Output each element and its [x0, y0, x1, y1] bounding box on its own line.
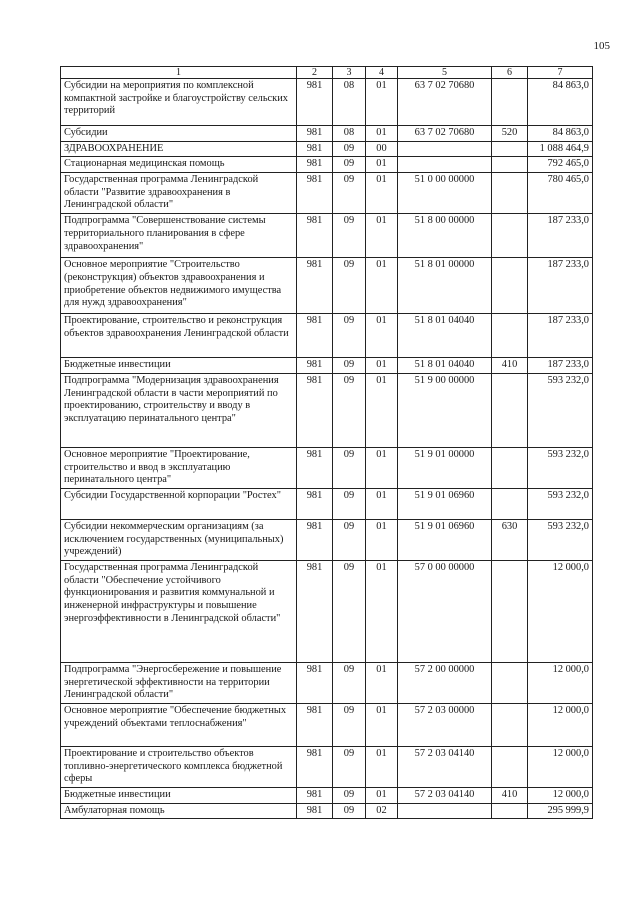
table-row: [61, 314, 593, 358]
row-target-article-cell: 63 7 02 70680: [398, 126, 492, 142]
row-grbs-cell: 981: [297, 79, 333, 126]
column-header: 6: [492, 67, 528, 79]
row-amount-cell: 84 863,0: [528, 79, 593, 126]
row-grbs-cell: 981: [297, 488, 333, 519]
row-subsection-cell: 01: [366, 704, 398, 747]
column-header: 4: [366, 67, 398, 79]
row-grbs-cell: 981: [297, 662, 333, 703]
row-expense-type-cell: [492, 157, 528, 173]
row-grbs-cell: 981: [297, 157, 333, 173]
row-name-cell: Субсидии: [61, 126, 297, 142]
row-section-cell: 09: [333, 447, 366, 488]
row-expense-type-cell: [492, 488, 528, 519]
row-name-cell: Бюджетные инвестиции: [61, 788, 297, 804]
row-grbs-cell: 981: [297, 358, 333, 374]
row-target-article-cell: 51 8 01 00000: [398, 258, 492, 314]
row-name-cell: Субсидии некоммерческим организациям (за исключением государственных (муниципальных) учреждений): [61, 519, 297, 560]
row-name-cell: Проектирование, строительство и реконструкция объектов здравоохранения Ленинградской области: [61, 314, 297, 358]
row-subsection-cell: 01: [366, 126, 398, 142]
row-subsection-cell: 01: [366, 373, 398, 447]
row-expense-type-cell: 630: [492, 519, 528, 560]
row-target-article-cell: 51 8 01 04040: [398, 358, 492, 374]
row-name-cell: Основное мероприятие "Проектирование, строительство и ввод в эксплуатацию перинатального центра": [61, 447, 297, 488]
row-expense-type-cell: [492, 173, 528, 214]
row-target-article-cell: 51 8 01 04040: [398, 314, 492, 358]
row-expense-type-cell: [492, 560, 528, 662]
row-name-cell: Стационарная медицинская помощь: [61, 157, 297, 173]
row-grbs-cell: 981: [297, 560, 333, 662]
row-amount-cell: 295 999,9: [528, 803, 593, 819]
row-amount-cell: 12 000,0: [528, 747, 593, 788]
row-target-article-cell: 57 2 03 04140: [398, 747, 492, 788]
table-row: [61, 141, 593, 157]
table-row: [61, 704, 593, 747]
row-section-cell: 09: [333, 258, 366, 314]
row-expense-type-cell: [492, 747, 528, 788]
row-expense-type-cell: [492, 447, 528, 488]
row-section-cell: 09: [333, 488, 366, 519]
row-grbs-cell: 981: [297, 519, 333, 560]
row-name-cell: Основное мероприятие "Строительство (реконструкция) объектов здравоохранения и приобретение объектов недвижимого имущества для нужд здравоохранения": [61, 258, 297, 314]
row-target-article-cell: 57 2 03 04140: [398, 788, 492, 804]
row-subsection-cell: 01: [366, 788, 398, 804]
row-expense-type-cell: 520: [492, 126, 528, 142]
table-row: [61, 373, 593, 447]
budget-table: [60, 66, 593, 819]
row-amount-cell: 12 000,0: [528, 662, 593, 703]
row-grbs-cell: 981: [297, 447, 333, 488]
row-subsection-cell: 01: [366, 662, 398, 703]
row-grbs-cell: 981: [297, 214, 333, 258]
row-subsection-cell: 01: [366, 747, 398, 788]
row-grbs-cell: 981: [297, 173, 333, 214]
column-header: 3: [333, 67, 366, 79]
table-header-row: [61, 67, 593, 79]
row-section-cell: 09: [333, 519, 366, 560]
row-section-cell: 08: [333, 79, 366, 126]
row-amount-cell: 187 233,0: [528, 258, 593, 314]
row-grbs-cell: 981: [297, 126, 333, 142]
row-section-cell: 09: [333, 157, 366, 173]
row-grbs-cell: 981: [297, 141, 333, 157]
column-header: 5: [398, 67, 492, 79]
row-amount-cell: 792 465,0: [528, 157, 593, 173]
row-name-cell: Проектирование и строительство объектов топливно-энергетического комплекса бюджетной сферы: [61, 747, 297, 788]
row-section-cell: 08: [333, 126, 366, 142]
row-name-cell: Подпрограмма "Модернизация здравоохранения Ленинградской области в части мероприятий по проектированию, строительству и вводу в эксплуатацию перинатального центра": [61, 373, 297, 447]
column-header: 7: [528, 67, 593, 79]
row-subsection-cell: 01: [366, 157, 398, 173]
row-expense-type-cell: [492, 258, 528, 314]
row-section-cell: 09: [333, 373, 366, 447]
row-target-article-cell: [398, 141, 492, 157]
row-amount-cell: 593 232,0: [528, 488, 593, 519]
row-target-article-cell: 51 9 01 00000: [398, 447, 492, 488]
table-row: [61, 488, 593, 519]
row-subsection-cell: 01: [366, 258, 398, 314]
table-row: [61, 173, 593, 214]
table-row: [61, 126, 593, 142]
row-expense-type-cell: [492, 141, 528, 157]
table-row: [61, 662, 593, 703]
row-name-cell: Государственная программа Ленинградской области "Развитие здравоохранения в Ленинградской области": [61, 173, 297, 214]
row-grbs-cell: 981: [297, 803, 333, 819]
table-row: [61, 358, 593, 374]
row-target-article-cell: 51 8 00 00000: [398, 214, 492, 258]
row-name-cell: Бюджетные инвестиции: [61, 358, 297, 374]
row-subsection-cell: 02: [366, 803, 398, 819]
row-subsection-cell: 01: [366, 214, 398, 258]
row-subsection-cell: 01: [366, 358, 398, 374]
row-target-article-cell: 51 9 01 06960: [398, 488, 492, 519]
row-expense-type-cell: 410: [492, 788, 528, 804]
row-expense-type-cell: [492, 314, 528, 358]
row-grbs-cell: 981: [297, 704, 333, 747]
table-body: [61, 79, 593, 819]
table-row: [61, 560, 593, 662]
table-row: [61, 519, 593, 560]
row-amount-cell: 12 000,0: [528, 560, 593, 662]
row-amount-cell: 12 000,0: [528, 788, 593, 804]
row-name-cell: Субсидии на мероприятия по комплексной компактной застройке и благоустройству сельских территорий: [61, 79, 297, 126]
row-grbs-cell: 981: [297, 258, 333, 314]
table-row: [61, 157, 593, 173]
row-name-cell: Субсидии Государственной корпорации "Ростех": [61, 488, 297, 519]
row-target-article-cell: 51 9 00 00000: [398, 373, 492, 447]
row-amount-cell: 12 000,0: [528, 704, 593, 747]
row-subsection-cell: 01: [366, 314, 398, 358]
row-amount-cell: 187 233,0: [528, 358, 593, 374]
row-subsection-cell: 01: [366, 173, 398, 214]
table-row: [61, 803, 593, 819]
row-section-cell: 09: [333, 788, 366, 804]
table-row: [61, 747, 593, 788]
row-name-cell: Подпрограмма "Совершенствование системы территориального планирования в сфере здравоохранения": [61, 214, 297, 258]
row-section-cell: 09: [333, 358, 366, 374]
row-expense-type-cell: [492, 704, 528, 747]
row-amount-cell: 84 863,0: [528, 126, 593, 142]
row-section-cell: 09: [333, 662, 366, 703]
row-name-cell: Государственная программа Ленинградской области "Обеспечение устойчивого функционирования и развития коммунальной и инженерной инфраструктуры и повышение энергоэффективности в Ленинградской области": [61, 560, 297, 662]
row-amount-cell: 593 232,0: [528, 519, 593, 560]
row-amount-cell: 187 233,0: [528, 314, 593, 358]
row-target-article-cell: [398, 157, 492, 173]
row-name-cell: Подпрограмма "Энергосбережение и повышение энергетической эффективности на территории Ленинградской области": [61, 662, 297, 703]
row-grbs-cell: 981: [297, 314, 333, 358]
row-target-article-cell: [398, 803, 492, 819]
table-row: [61, 788, 593, 804]
row-subsection-cell: 01: [366, 447, 398, 488]
page-number: 105: [593, 40, 610, 52]
row-amount-cell: 593 232,0: [528, 373, 593, 447]
row-expense-type-cell: [492, 214, 528, 258]
row-target-article-cell: 57 2 00 00000: [398, 662, 492, 703]
row-target-article-cell: 51 0 00 00000: [398, 173, 492, 214]
row-expense-type-cell: [492, 803, 528, 819]
row-target-article-cell: 63 7 02 70680: [398, 79, 492, 126]
row-target-article-cell: 51 9 01 06960: [398, 519, 492, 560]
row-section-cell: 09: [333, 747, 366, 788]
row-section-cell: 09: [333, 704, 366, 747]
row-amount-cell: 187 233,0: [528, 214, 593, 258]
table-row: [61, 258, 593, 314]
row-expense-type-cell: [492, 373, 528, 447]
column-header: 1: [61, 67, 297, 79]
row-grbs-cell: 981: [297, 788, 333, 804]
row-target-article-cell: 57 0 00 00000: [398, 560, 492, 662]
row-section-cell: 09: [333, 173, 366, 214]
row-subsection-cell: 01: [366, 488, 398, 519]
row-amount-cell: 1 088 464,9: [528, 141, 593, 157]
row-expense-type-cell: [492, 79, 528, 126]
row-subsection-cell: 01: [366, 79, 398, 126]
row-section-cell: 09: [333, 214, 366, 258]
row-grbs-cell: 981: [297, 747, 333, 788]
row-section-cell: 09: [333, 560, 366, 662]
row-grbs-cell: 981: [297, 373, 333, 447]
row-name-cell: ЗДРАВООХРАНЕНИЕ: [61, 141, 297, 157]
row-subsection-cell: 01: [366, 519, 398, 560]
row-name-cell: Амбулаторная помощь: [61, 803, 297, 819]
row-expense-type-cell: 410: [492, 358, 528, 374]
row-amount-cell: 780 465,0: [528, 173, 593, 214]
column-header: 2: [297, 67, 333, 79]
row-section-cell: 09: [333, 141, 366, 157]
table-row: [61, 214, 593, 258]
row-target-article-cell: 57 2 03 00000: [398, 704, 492, 747]
row-expense-type-cell: [492, 662, 528, 703]
table-row: [61, 447, 593, 488]
row-subsection-cell: 01: [366, 560, 398, 662]
row-subsection-cell: 00: [366, 141, 398, 157]
table-row: [61, 79, 593, 126]
row-amount-cell: 593 232,0: [528, 447, 593, 488]
row-name-cell: Основное мероприятие "Обеспечение бюджетных учреждений объектами теплоснабжения": [61, 704, 297, 747]
row-section-cell: 09: [333, 314, 366, 358]
row-section-cell: 09: [333, 803, 366, 819]
